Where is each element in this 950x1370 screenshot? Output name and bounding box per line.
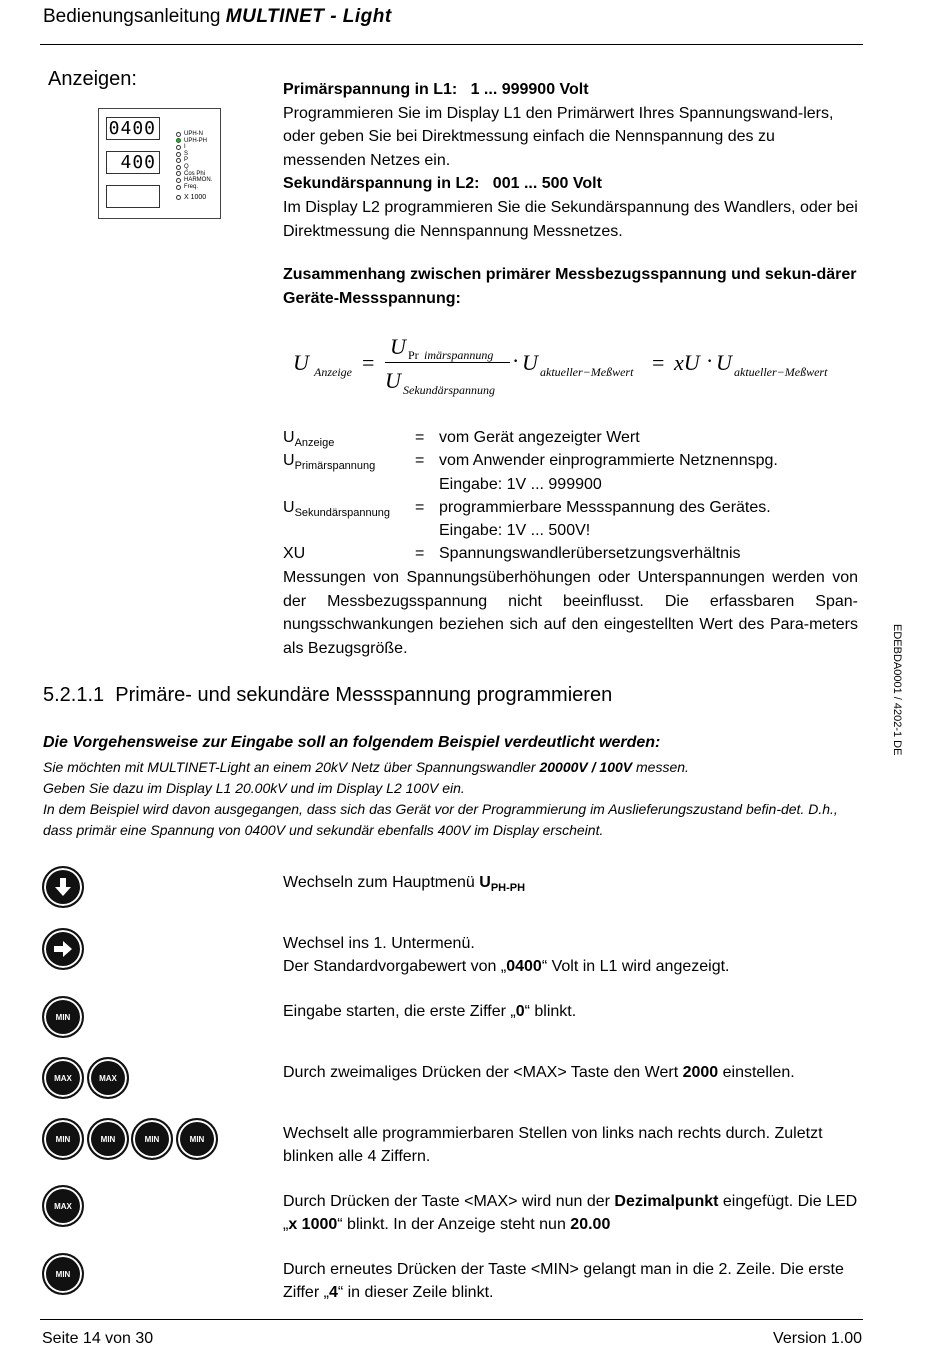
formula-sub-aktuell-2: aktueller−Meßwert [734,365,828,379]
definition-eq: = [415,429,425,446]
formula-u-anzeige: U [293,350,309,375]
min-button: MIN [176,1118,218,1160]
definition-row [283,496,858,519]
example-line-3: In dem Beispiel wird davon ausgegangen, dass sich das Gerät vor der Programmierung im Auslieferungszustand befin-det. D.h., dass primär eine Spannung von 0400V und sekundär ebenfalls 400V im Display erscheint. [43,801,838,838]
definition-text: Eingabe: 1V ... 500V! [439,522,591,540]
formula-sub-primaer: imärspannung [424,348,494,362]
step-2: Wechsel ins 1. Untermenü. Der Standardvorgabewert von „0400“ Volt in L1 wird angezeigt. [283,935,730,976]
min-button: MIN [87,1118,129,1160]
definition-eq: = [415,452,425,470]
example-line-2: Geben Sie dazu im Display L1 20.00kV und im Display L2 100V ein. [43,780,465,796]
led-s: S [176,151,212,158]
led-dot-icon [176,145,181,150]
formula-sub-pr: Pr [408,348,419,362]
formula-eq-2: = [652,350,665,375]
min-button: MIN [42,1118,84,1160]
definition-subscript: Sekundärspannung [294,507,390,520]
step-4: Durch zweimaliges Drücken der <MAX> Taste den Wert 2000 einstellen. [283,1064,795,1081]
note-paragraph: Messungen von Spannungsüberhöhungen oder Unterspannungen werden von der Messbezugsspannung nicht beeinflusst. Die erfassbaren Span-nungsschwankungen beziehen sich auf den eingestellten Wert des Para-meters als Bezugsgröße. [283,569,858,657]
example-text [43,757,861,841]
definition-eq: = [415,498,425,516]
led-dot-icon [176,138,181,143]
version-label: Version 1.00 [773,1330,862,1347]
step-5: Wechselt alle programmierbaren Stellen von links nach rechts durch. Zuletzt blinken alle 4 Ziffern. [283,1125,823,1166]
formula-sub-anzeige: Anzeige [314,365,352,379]
secondary-heading: Sekundärspannung in L2: 001 ... 500 Volt [283,175,602,193]
example-title: Die Vorgehensweise zur Eingabe soll an folgendem Beispiel verdeutlicht werden: [43,734,661,751]
led-dot-icon [176,171,181,176]
document-header [43,6,392,28]
device-panel [98,108,221,219]
header-product: MULTINET - Light [225,6,392,27]
led-q: Q [176,164,212,171]
formula-u-primaer: U [390,334,406,359]
definition-symbol: U [283,429,295,446]
led-cosphi: Cos Phi [176,171,212,178]
definition-list [283,426,858,566]
step-1: Wechseln zum Hauptmenü $U_{PH-PH}$ [283,874,526,895]
max-button: MAX [87,1057,129,1099]
page-number: Seite 14 von 30 [42,1330,154,1347]
formula-dot-2: · [706,348,714,373]
definition-symbol: U [283,498,295,516]
right-arrow-button [42,928,84,970]
relation-heading: Zusammenhang zwischen primärer Messbezugsspannung und sekun-därer Geräte-Messspannung: [283,266,857,307]
formula-sub-sekundaer: Sekundärspannung [403,383,495,397]
definition-row [283,426,858,449]
definition-eq: = [415,545,425,563]
led-uph-n: UPH-N [176,131,212,138]
formula-dot-1: · [512,348,520,373]
definition-subscript: Anzeige [294,437,335,450]
definition-row [283,519,858,542]
definition-text: vom Gerät angezeigter Wert [439,429,640,446]
definition-text: Spannungswandlerübersetzungsverhältnis [439,545,741,563]
arrow-right-icon [53,940,73,958]
section-heading: 5.2.1.1 Primäre- und sekundäre Messspannung programmieren [43,684,613,706]
definition-row [283,473,858,496]
led-p: P [176,157,212,164]
footer-rule [40,1319,863,1320]
definition-text: Eingabe: 1V ... 999900 [439,475,602,493]
definition-text: programmierbare Messspannung des Gerätes. [439,498,771,516]
led-dot-icon [176,178,181,183]
primary-block [283,78,858,243]
primary-heading: Primärspannung in L1: 1 ... 999900 Volt [283,81,589,98]
formula-u-aktuell-1: U [522,350,538,375]
definition-symbol: XU [283,545,306,563]
definition-subscript: Primärspannung [294,460,376,473]
formula-u-aktuell-2: U [716,350,732,375]
min-button: MIN [131,1118,173,1160]
max-button: MAX [42,1185,84,1227]
secondary-text: Im Display L2 programmieren Sie die Sekundärspannung des Wandlers, oder bei Direktmessung die Nennspannung Messnetzes. [283,198,858,240]
display-l3 [106,185,160,208]
display-l1: 0400 [106,117,160,140]
anzeigen-title: Anzeigen: [48,68,137,90]
step-3: Eingabe starten, die erste Ziffer „0“ blinkt. [283,1003,577,1020]
definition-text: vom Anwender einprogrammierte Netznennspg. [439,452,778,470]
definition-row [283,449,858,472]
led-dot-icon [176,132,181,137]
voltage-formula [290,330,850,405]
led-x1000: X 1000 [176,194,206,201]
step-6: Durch Drücken der Taste <MAX> wird nun der Dezimalpunkt eingefügt. Die LED „x 1000“ blinkt. In der Anzeige steht nun 20.00 [283,1193,858,1234]
formula-u-sekundaer: U [385,368,401,393]
formula-sub-aktuell-1: aktueller−Meßwert [540,365,634,379]
led-dot-icon [176,158,181,163]
max-button: MAX [42,1057,84,1099]
header-prefix: Bedienungsanleitung [43,6,221,27]
formula-eq-1: = [362,350,375,375]
led-dot-icon [176,165,181,170]
fraction-bar [385,362,510,363]
example-line-1: Sie möchten mit MULTINET-Light an einem 20kV Netz über Spannungswandler 20000V / 100V messen. [43,759,689,775]
led-uph-ph: UPH-PH [176,138,212,145]
led-freq: Freq. [176,184,212,191]
led-dot-icon [176,195,181,200]
min-button: MIN [42,1253,84,1295]
down-arrow-button [42,866,84,908]
min-button: MIN [42,996,84,1038]
led-harmon: HARMON. [176,177,212,184]
display-l2: 400 [106,151,160,174]
led-i: I [176,144,212,151]
definition-symbol: U [283,452,295,470]
primary-text: Programmieren Sie im Display L1 den Primärwert Ihres Spannungswand-lers, oder geben Sie bei Direktmessung einfach die Nennspannung des zu messenden Netzes ein. [283,104,834,169]
led-dot-icon [176,185,181,190]
led-list [176,131,212,190]
step-7: Durch erneutes Drücken der Taste <MIN> gelangt man in die 2. Zeile. Die erste Ziffer „4“ in dieser Zeile blinkt. [283,1261,844,1302]
definition-row [283,542,858,565]
arrow-down-icon [54,877,72,897]
led-dot-icon [176,152,181,157]
header-rule [40,44,863,45]
document-code: EDEBDA0001 / 4202-1 DE [891,624,903,756]
formula-xu: xU [674,350,700,375]
